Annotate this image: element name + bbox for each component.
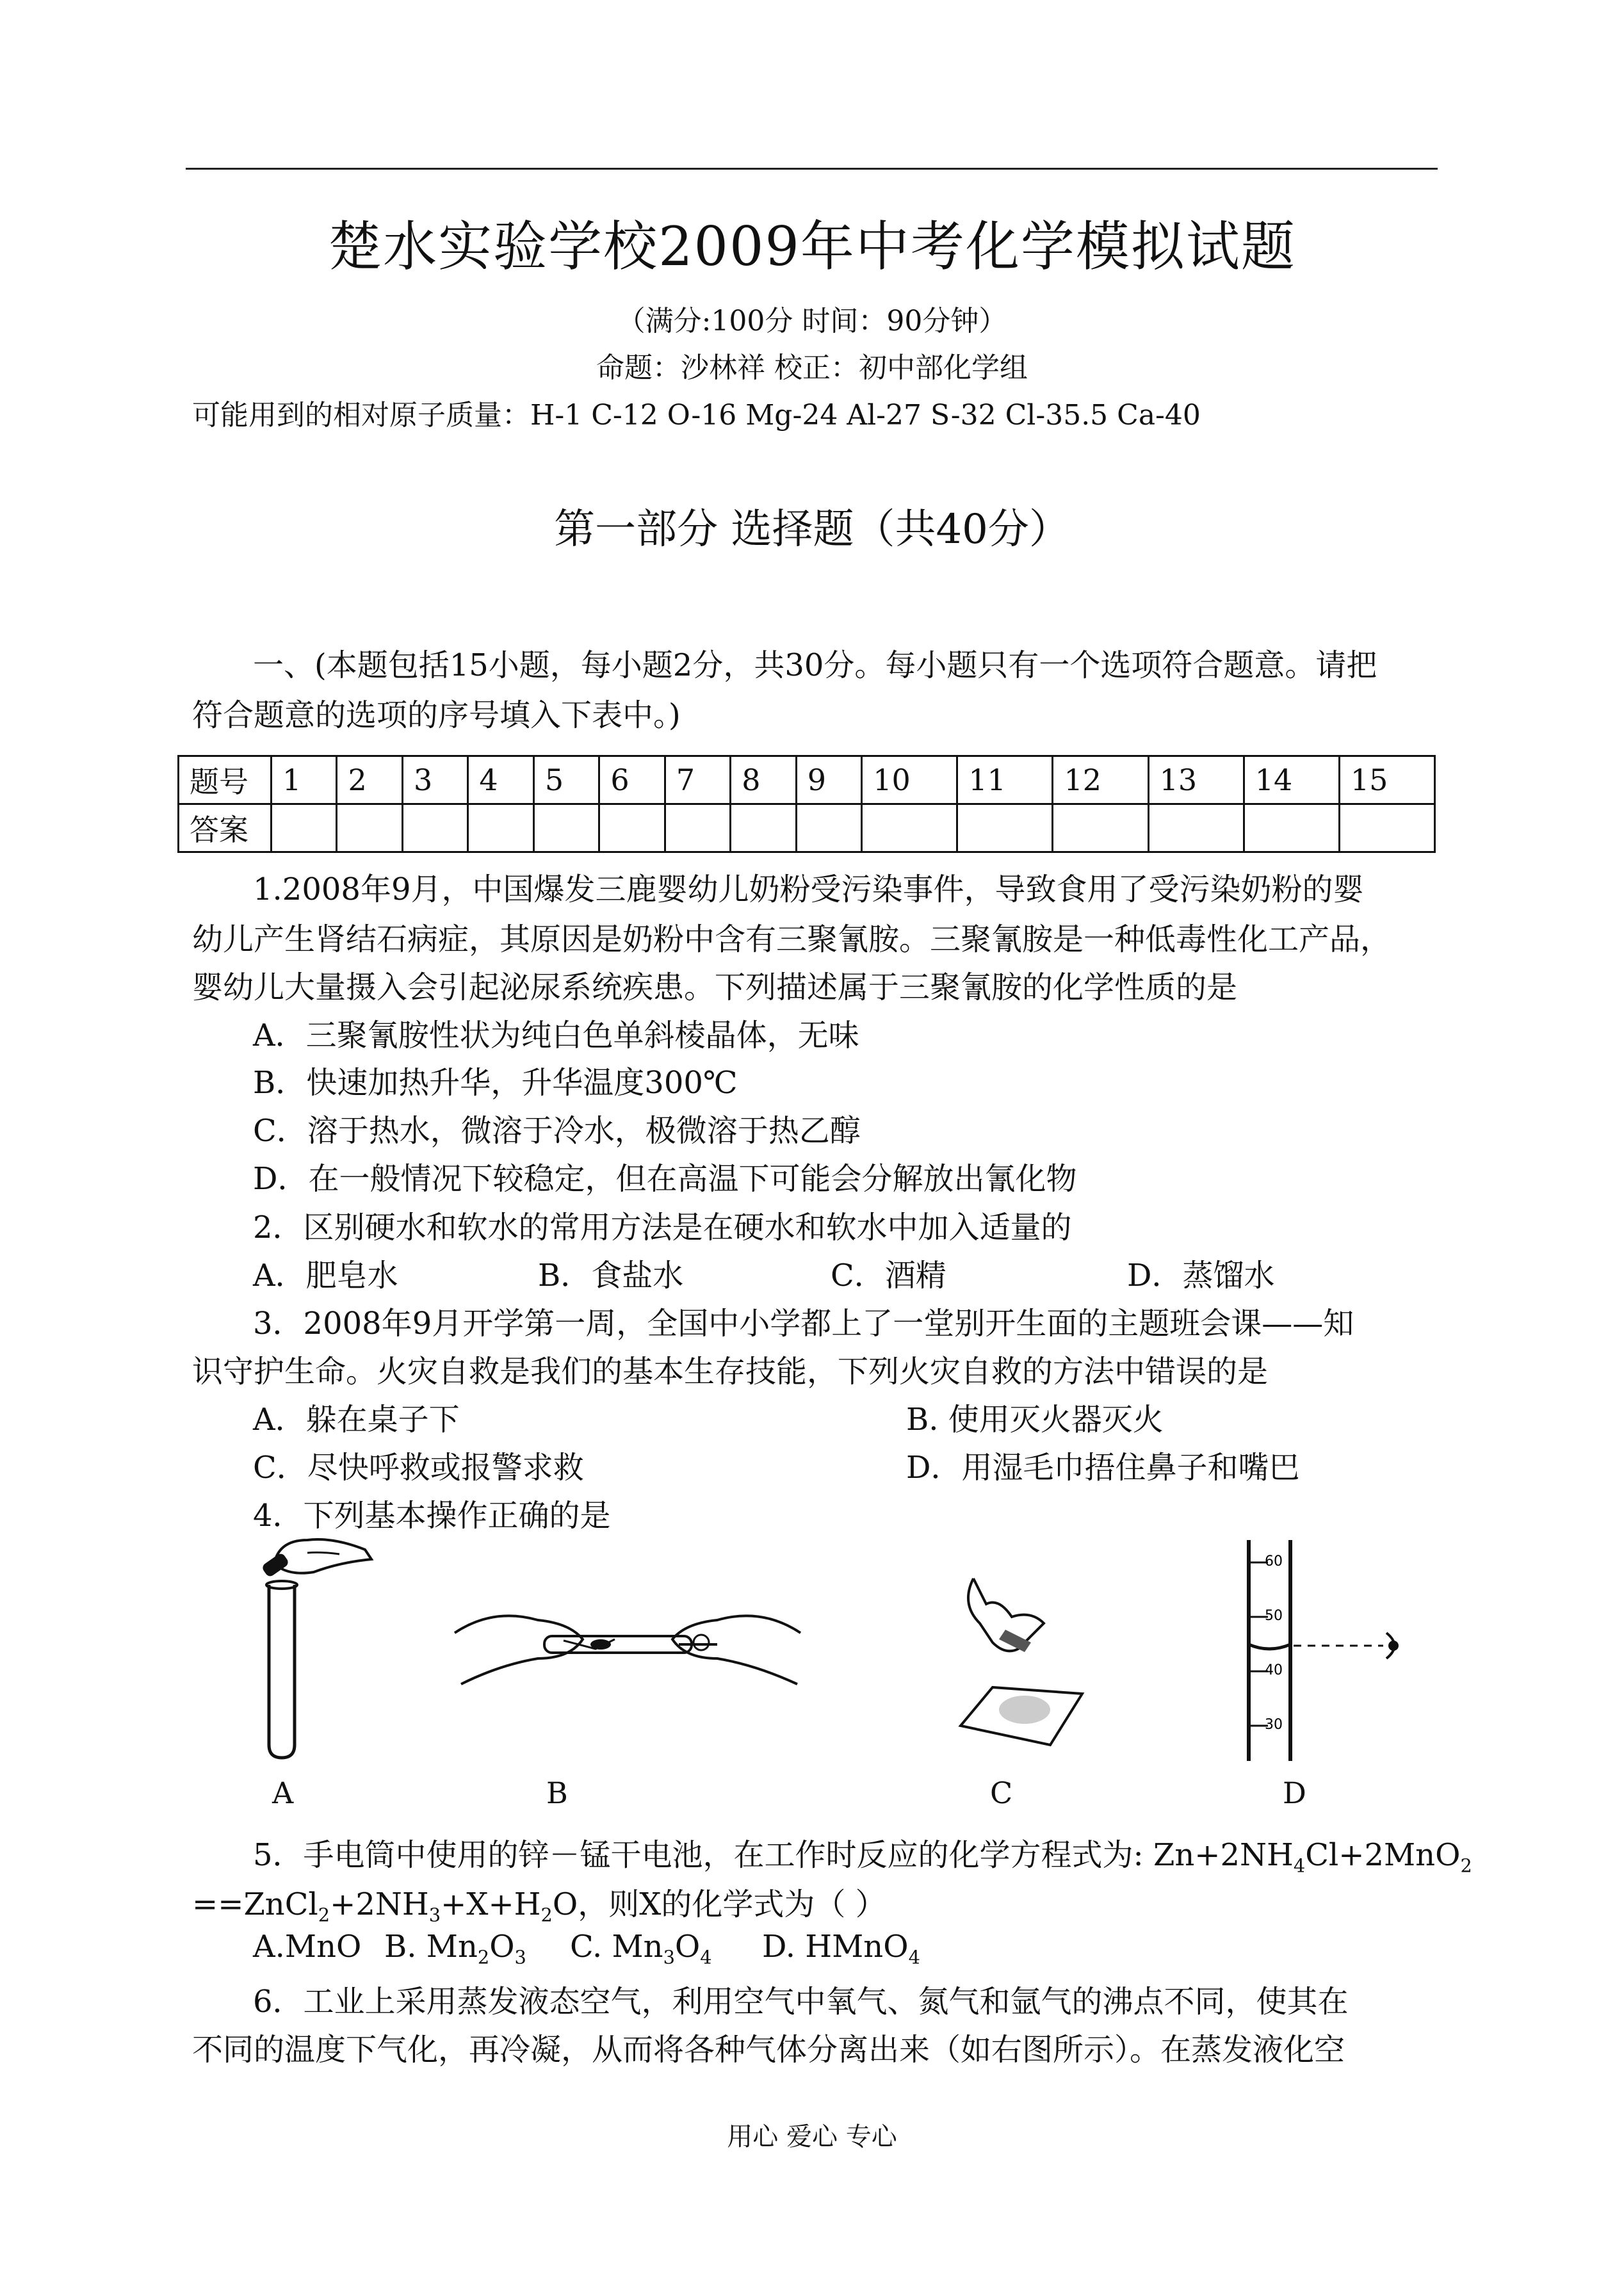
subscript: 4 <box>1293 1854 1306 1877</box>
number-cell: 4 <box>468 756 533 804</box>
subscript: 2 <box>540 1904 553 1926</box>
atomic-masses: 可能用到的相对原子质量：H-1 C-12 O-16 Mg-24 Al-27 S-32 Cl-35.5 Ca-40 <box>192 399 1201 432</box>
answer-cell[interactable] <box>731 804 796 852</box>
answer-cell[interactable] <box>1339 804 1434 852</box>
q1-option-c: C．溶于热水，微溶于冷水，极微溶于热乙醇 <box>253 1113 861 1149</box>
answer-cell[interactable] <box>1148 804 1244 852</box>
header-rule <box>186 168 1438 170</box>
q5-text: Cl+2MnO <box>1305 1837 1461 1873</box>
section-instructions-2: 符合题意的选项的序号填入下表中。) <box>192 697 681 733</box>
q5-line-1 <box>253 1830 1472 1877</box>
cylinder-tick-30: 30 <box>1265 1717 1283 1733</box>
cylinder-tick-60: 60 <box>1265 1553 1283 1569</box>
figure-c-hand-over-paper <box>935 1572 1095 1764</box>
number-cell: 10 <box>862 756 957 804</box>
q6-line-1: 6．工业上采用蒸发液态空气，利用空气中氧气、氮气和氩气的沸点不同，使其在 <box>253 1984 1349 2020</box>
q1-line-2: 幼儿产生肾结石病症，其原因是奶粉中含有三聚氰胺。三聚氰胺是一种低毒性化工产品， <box>192 921 1392 957</box>
figure-label-c: C <box>990 1776 1013 1810</box>
subscript: 2 <box>1460 1854 1472 1877</box>
q5-option-c-text: C. Mn <box>570 1929 663 1965</box>
q3-line-1: 3．2008年9月开学第一周，全国中小学都上了一堂别开生面的主题班会课——知 <box>253 1306 1354 1342</box>
q3-option-d: D．用湿毛巾捂住鼻子和嘴巴 <box>906 1450 1300 1486</box>
answer-cell[interactable] <box>272 804 337 852</box>
answer-cell[interactable] <box>468 804 533 852</box>
subscript: 3 <box>663 1946 675 1968</box>
answer-cell[interactable] <box>1053 804 1148 852</box>
row-label: 答案 <box>179 804 272 852</box>
number-cell: 13 <box>1148 756 1244 804</box>
figure-b-hands-test-tube <box>448 1588 807 1697</box>
subscript: 3 <box>514 1946 526 1968</box>
q2-option-b: B．食盐水 <box>538 1258 684 1293</box>
number-cell: 1 <box>272 756 337 804</box>
q5-option-b-text: B. Mn <box>384 1929 478 1965</box>
q5-option-a: A.MnO <box>253 1929 362 1965</box>
q5-text: 5．手电筒中使用的锌－锰干电池，在工作时反应的化学方程式为: Zn+2NH <box>253 1837 1294 1873</box>
subscript: 4 <box>700 1946 712 1968</box>
answer-cell[interactable] <box>796 804 861 852</box>
number-cell: 9 <box>796 756 861 804</box>
section-title: 第一部分 选择题（共40分） <box>554 506 1070 553</box>
number-cell: 14 <box>1244 756 1339 804</box>
figure-label-b: B <box>546 1776 568 1810</box>
subscript: 4 <box>908 1946 920 1968</box>
q5-option-c: C. $Mn_3O_4$ <box>570 1929 712 1968</box>
q5-line-2 <box>192 1879 886 1926</box>
q1-line-1: 1.2008年9月，中国爆发三鹿婴幼儿奶粉受污染事件，导致食用了受污染奶粉的婴 <box>253 872 1364 907</box>
answer-cell[interactable] <box>862 804 957 852</box>
answer-cell[interactable] <box>402 804 467 852</box>
answer-cell[interactable] <box>337 804 402 852</box>
q3-option-b: B. 使用灭火器灭火 <box>906 1402 1164 1438</box>
q2-option-d: D．蒸馏水 <box>1127 1258 1275 1293</box>
section-instructions-1: 一、(本题包括15小题，每小题2分，共30分。每小题只有一个选项符合题意。请把 <box>253 647 1377 683</box>
answer-cell[interactable] <box>1244 804 1339 852</box>
q1-option-b: B．快速加热升华，升华温度300℃ <box>253 1065 738 1101</box>
q5-option-d-text: D. HMnO <box>762 1929 909 1965</box>
subscript: 2 <box>477 1946 490 1968</box>
answer-cell[interactable] <box>957 804 1053 852</box>
q3-line-2: 识守护生命。火灾自救是我们的基本生存技能，下列火灾自救的方法中错误的是 <box>192 1354 1269 1390</box>
q4-stem: 4．下列基本操作正确的是 <box>253 1498 611 1534</box>
answer-cell[interactable] <box>599 804 665 852</box>
number-cell: 12 <box>1053 756 1148 804</box>
q2-stem: 2．区别硬水和软水的常用方法是在硬水和软水中加入适量的 <box>253 1210 1072 1245</box>
page-footer: 用心 爱心 专心 <box>727 2122 897 2152</box>
subscript: 2 <box>318 1904 330 1926</box>
figure-a-test-tube-dropper <box>243 1534 384 1764</box>
q1-option-a: A．三聚氰胺性状为纯白色单斜棱晶体，无味 <box>253 1018 859 1053</box>
figure-label-d: D <box>1283 1776 1306 1810</box>
q5-text: +X+H <box>441 1886 541 1922</box>
number-cell: 8 <box>731 756 796 804</box>
q5-option-d <box>762 1929 920 1968</box>
cylinder-tick-40: 40 <box>1265 1662 1283 1678</box>
q5-text: +2NH <box>330 1886 429 1922</box>
answer-cell[interactable] <box>533 804 599 852</box>
figure-label-a: A <box>272 1776 294 1810</box>
cylinder-tick-50: 50 <box>1265 1608 1283 1624</box>
row-label: 题号 <box>179 756 272 804</box>
q1-line-3: 婴幼儿大量摄入会引起泌尿系统疾患。下列描述属于三聚氰胺的化学性质的是 <box>192 969 1238 1005</box>
subscript: 3 <box>428 1904 441 1926</box>
answer-cell[interactable] <box>665 804 730 852</box>
number-cell: 15 <box>1339 756 1434 804</box>
answer-table-row-numbers <box>179 756 1435 804</box>
q6-line-2: 不同的温度下气化，再冷凝，从而将各种气体分离出来（如右图所示）。在蒸发液化空 <box>192 2032 1345 2068</box>
number-cell: 11 <box>957 756 1053 804</box>
answer-table <box>177 755 1436 853</box>
number-cell: 2 <box>337 756 402 804</box>
number-cell: 6 <box>599 756 665 804</box>
author-line: 命题：沙林祥 校正：初中部化学组 <box>596 352 1028 384</box>
q5-text: O，则X的化学式为（ ） <box>552 1886 886 1922</box>
q2-option-a: A．肥皂水 <box>253 1258 398 1293</box>
answer-table-row-answers <box>179 804 1435 852</box>
q3-option-c: C．尽快呼救或报警求救 <box>253 1450 584 1486</box>
q2-option-c: C．酒精 <box>831 1258 946 1293</box>
q5-text: ==ZnCl <box>192 1886 318 1922</box>
q1-option-d: D．在一般情况下较稳定，但在高温下可能会分解放出氰化物 <box>253 1161 1077 1197</box>
figure-d-graduated-cylinder <box>1230 1537 1434 1767</box>
number-cell: 5 <box>533 756 599 804</box>
number-cell: 7 <box>665 756 730 804</box>
q3-option-a: A．躲在桌子下 <box>253 1402 460 1438</box>
q5-option-b: B. $Mn_2O_3$ <box>384 1929 526 1968</box>
number-cell: 3 <box>402 756 467 804</box>
score-time: （满分:100分 时间：90分钟） <box>617 305 1007 337</box>
exam-title: 楚水实验学校2009年中考化学模拟试题 <box>328 215 1296 278</box>
